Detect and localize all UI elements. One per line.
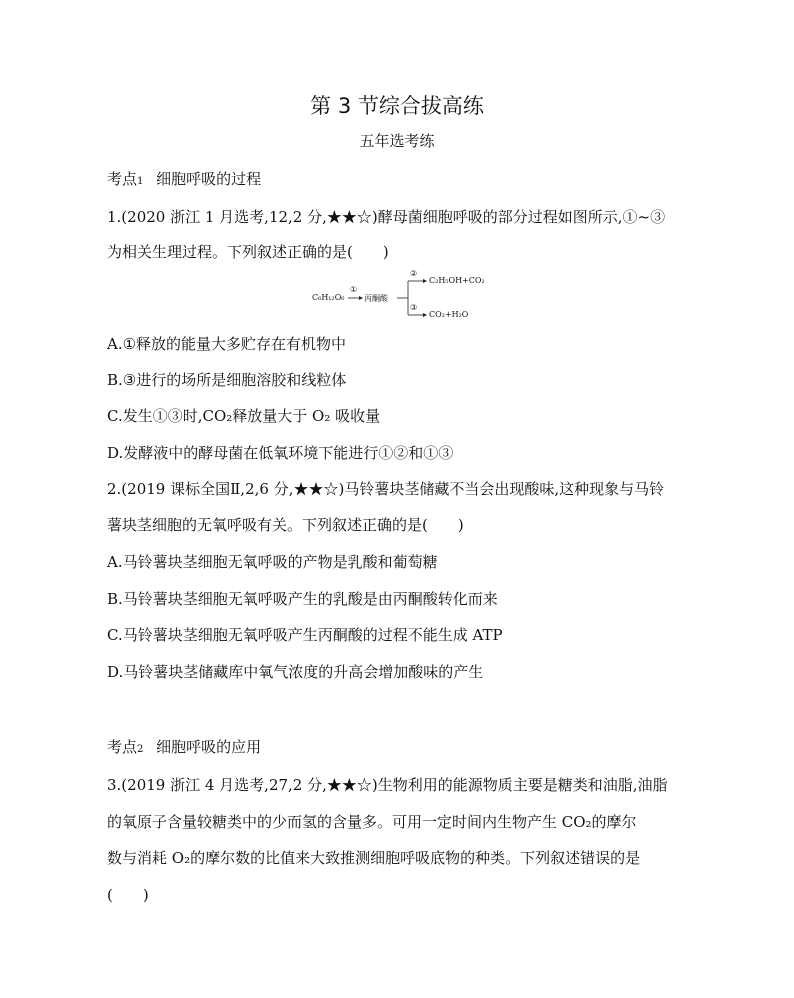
page-subtitle: 五年选考练 (359, 132, 435, 150)
q2-option-c: C.马铃薯块茎细胞无氧呼吸产生丙酮酸的过程不能生成 ATP (107, 626, 503, 644)
q2-option-b: B.马铃薯块茎细胞无氧呼吸产生的乳酸是由丙酮酸转化而来 (107, 590, 498, 608)
substrate-glucose: C₆H₁₂O₆ (312, 293, 345, 302)
q2-stem-line1: 2.(2019 课标全国Ⅱ,2,6 分,★★☆)马铃薯块茎储藏不当会出现酸味,这种现象与马铃 (107, 480, 665, 498)
page-title: 第 3 节综合拔高练 (310, 94, 484, 118)
product-ethanol-co2: C₂H₅OH+CO₂ (429, 276, 485, 285)
step-3-label: ③ (410, 303, 418, 312)
step-2-label: ② (410, 269, 418, 278)
q2-stem-line2: 薯块茎细胞的无氧呼吸有关。下列叙述正确的是( ) (107, 516, 464, 534)
respiration-diagram (310, 267, 510, 325)
q2-option-d: D.马铃薯块茎储藏库中氧气浓度的升高会增加酸味的产生 (107, 663, 484, 681)
step-1-label: ① (350, 285, 358, 294)
q1-option-c: C.发生①③时,CO₂释放量大于 O₂ 吸收量 (107, 407, 381, 425)
section-label: 细胞呼吸的应用 (156, 738, 262, 756)
section-heading-2 (107, 736, 261, 757)
section-label: 细胞呼吸的过程 (156, 170, 262, 188)
q1-option-d: D.发酵液中的酵母菌在低氧环境下能进行①②和①③ (107, 444, 454, 462)
intermediate-pyruvate: 丙酮酸 (364, 294, 388, 303)
q1-stem-line2: 为相关生理过程。下列叙述正确的是( ) (107, 243, 389, 261)
q2-option-a: A.马铃薯块茎细胞无氧呼吸的产物是乳酸和葡萄糖 (107, 553, 438, 571)
q3-stem-line1: 3.(2019 浙江 4 月选考,27,2 分,★★☆)生物利用的能源物质主要是糖类和油脂,油脂 (107, 776, 668, 794)
section-heading-1 (107, 168, 261, 189)
section-number: 2 (137, 744, 144, 755)
q1-stem-line1: 1.(2020 浙江 1 月选考,12,2 分,★★☆)酵母菌细胞呼吸的部分过程如图所示,①~③ (107, 208, 666, 226)
q3-stem-line2: 的氧原子含量较糖类中的少而氢的含量多。可用一定时间内生物产生 CO₂的摩尔 (107, 813, 637, 831)
section-number: 1 (137, 176, 144, 187)
q3-stem-line4: ( ) (107, 886, 149, 904)
product-co2-h2o: CO₂+H₂O (429, 310, 469, 319)
q3-stem-line3: 数与消耗 O₂的摩尔数的比值来大致推测细胞呼吸底物的种类。下列叙述错误的是 (107, 849, 641, 867)
section-prefix: 考点 (107, 170, 138, 188)
section-prefix: 考点 (107, 738, 138, 756)
q1-option-b: B.③进行的场所是细胞溶胶和线粒体 (107, 371, 347, 389)
q1-option-a: A.①释放的能量大多贮存在有机物中 (107, 335, 347, 353)
